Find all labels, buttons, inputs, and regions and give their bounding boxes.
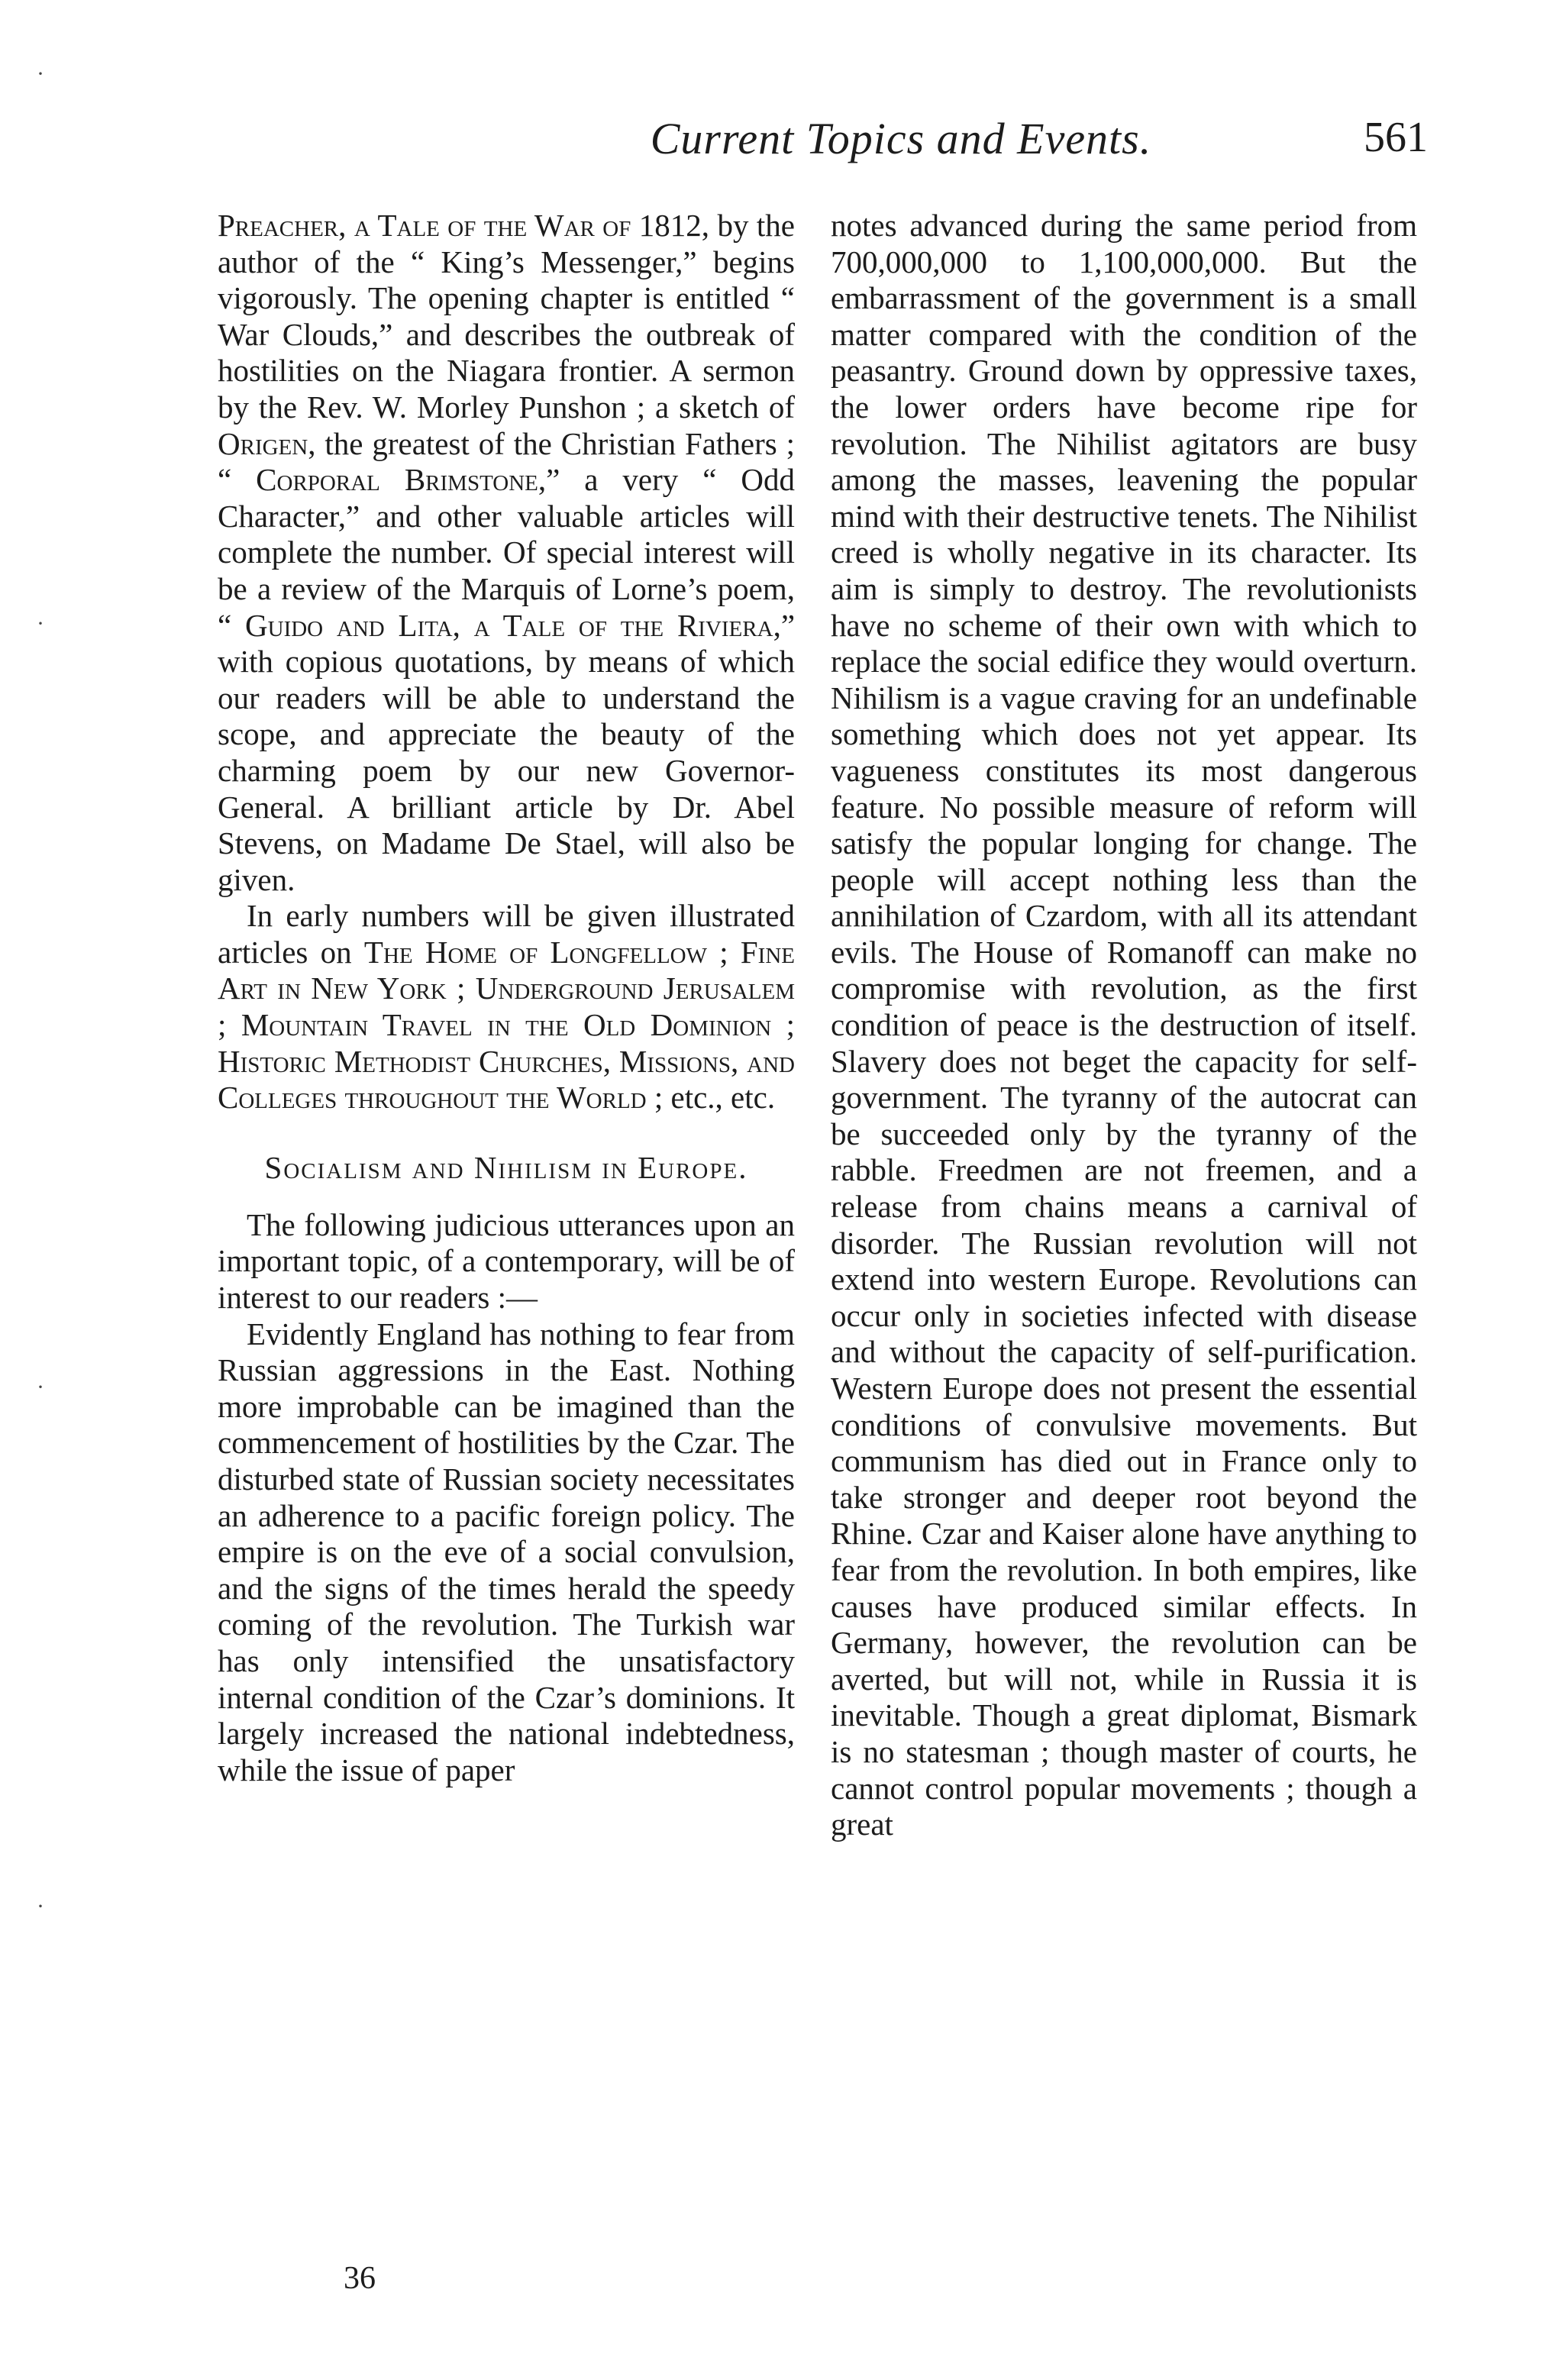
span-text: In early numbers will be given illustrated articles on [218,898,795,970]
span-article-list: The Home of Longfellow ; Fine Art in New York ; Underground Jerusalem ; Mountain Travel in the Old Dominion ; Historic Methodist Churches, Missions, and Colleges throughout the World [218,934,795,1116]
section-heading: Socialism and Nihilism in Europe. [264,1149,748,1185]
paragraph-intro: The following judicious utterances upon an important topic, of a contemporary, will be of interest to our readers :— [218,1206,795,1316]
left-column [218,208,795,1788]
right-column [831,208,1417,1843]
span-guido-and-lita: Guido and Lita, a Tale of the Riviera [245,607,773,643]
margin-speck: · [37,1374,44,1400]
paragraph-preacher [218,208,795,898]
margin-speck: · [37,611,44,636]
paragraph-early-numbers [218,898,795,1116]
span-text: , the greatest of the Christian Fathers ; “ [218,425,795,498]
margin-speck: · [37,1894,44,1919]
running-header [206,113,1428,174]
span-text: 1812, by the author of the “ King’s Messenger,” begins vigorously. The opening chapter is entitled “ War Clouds,” and describes the outbreak of hostilities on the Niagara frontier. A sermon by the Rev. W. Morley Punshon ; a sketch of [218,208,795,425]
span-origen: Origen [218,425,308,461]
signature-mark: 36 [344,2261,376,2296]
paragraph-quote-start: Evidently England has nothing to fear from Russian aggressions in the East. Nothing more improbable can be imagined than the commencement of hostilities by the Czar. The disturbed state of Russian society necessitates an adherence to a pacific foreign policy. The empire is on the eve of a social convulsion, and the signs of the times herald the speedy coming of the revolution. The Turkish war has only intensified the unsatisfactory internal condition of the Czar’s dominions. It largely increased the national indebtedness, while the issue of paper [218,1316,795,1787]
paragraph-quote-continued: notes advanced during the same period from 700,000,000 to 1,100,000,000. But the embarrassment of the government is a small matter compared with the condition of the peasantry. Ground down by oppressive taxes, the lower orders have become ripe for revolution. The Nihilist agitators are busy among the masses, leavening the popular mind with their destructive tenets. The Nihilist creed is wholly negative in its character. Its aim is simply to destroy. The revolutionists have no scheme of their own with which to replace the social edifice they would overturn. Nihilism is a vague craving for an undefinable something which does not yet appear. Its vagueness constitutes its most dangerous feature. No possible measure of reform will satisfy the popular longing for change. The people will accept nothing less than the annihilation of Czardom, with all its attendant evils. The House of Romanoff can make no compromise with revolution, as the first condition of peace is the destruction of itself. Slavery does not beget the capacity for self-government. The tyranny of the autocrat can be succeeded only by the tyranny of the rabble. Freedmen are not freemen, and a release from chains means a carnival of disorder. The Russian revolution will not extend into western Europe. Revolutions can occur only in societies infected with disease and without the capacity of self-purification. Western Europe does not present the essential conditions of convulsive movements. But communism has died out in France only to take stronger and deeper root beyond the Rhine. Czar and Kaiser alone have anything to fear from the revolution. In both empires, like causes have produced similar effects. In Germany, however, the revolution can be averted, but will not, while in Russia it is inevitable. Though a great diplomat, Bismark is no statesman ; though master of courts, he cannot control popular movements ; though a great [831,208,1417,1842]
span-preacher-title: Preacher, a Tale of the War of [218,208,631,243]
running-title: Current Topics and Events. [650,114,1152,163]
span-corporal-brimstone: Corporal Brimstone [256,462,538,498]
page-number: 561 [1364,114,1428,161]
margin-speck: · [37,61,44,86]
span-text: ; etc., etc. [646,1080,776,1116]
span-text: ,” with copious quotations, by means of which our readers will be able to understand the scope, and appreciate the beauty of the charming poem by our new Governor-General. A brilliant article by Dr. Abel Stevens, on Madame De Stael, will also be given. [218,607,796,897]
span-text: ,” a very “ Odd Character,” and other valuable articles will complete the number. Of special interest will be a review of the Marquis of Lorne’s poem, “ [218,462,795,643]
